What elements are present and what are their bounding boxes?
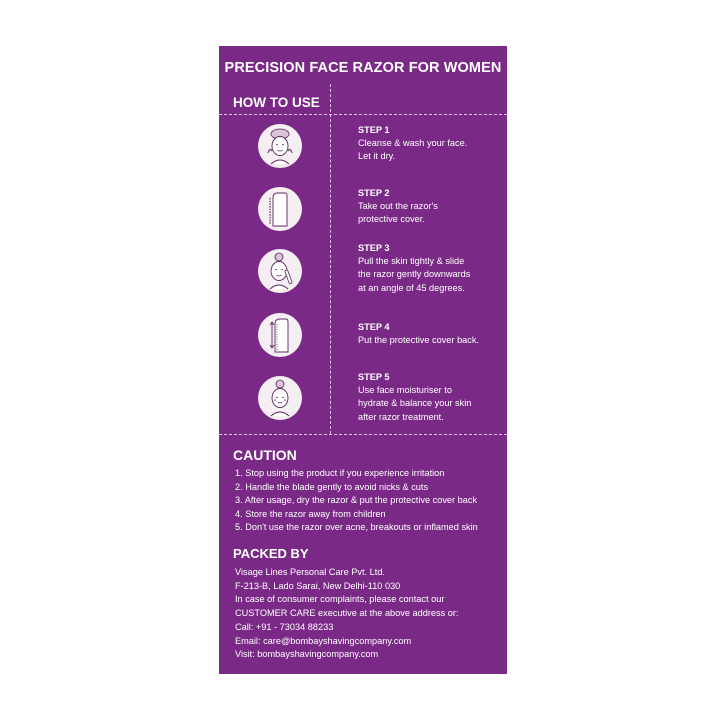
contact-phone: Call: +91 - 73034 88233	[235, 621, 334, 632]
divider	[219, 114, 507, 115]
step-5	[358, 371, 503, 424]
step-4	[358, 321, 503, 347]
razor-cover-icon	[257, 312, 303, 358]
packer-company: Visage Lines Personal Care Pvt. Ltd.	[235, 567, 385, 577]
divider	[219, 434, 507, 435]
list-item: 3. After usage, dry the razor & put the protective cover back	[235, 495, 478, 505]
step-1	[358, 124, 503, 164]
step-2	[358, 187, 503, 227]
step-label: STEP 1	[358, 125, 390, 135]
contact-website: Visit: bombayshavingcompany.com	[235, 649, 379, 660]
complaint-note: CUSTOMER CARE executive at the above address or:	[235, 608, 459, 619]
caution-list	[235, 467, 503, 535]
step-label: STEP 4	[358, 322, 390, 332]
product-instruction-panel	[219, 46, 507, 674]
step-text: Cleanse & wash your face. Let it dry.	[358, 138, 468, 162]
step-text: Put the protective cover back.	[358, 335, 480, 346]
product-title: PRECISION FACE RAZOR FOR WOMEN	[224, 60, 502, 76]
face-moisturise-icon	[257, 375, 303, 421]
packer-details	[235, 566, 503, 662]
packed-by-heading: PACKED BY	[233, 546, 309, 561]
face-shave-icon	[257, 248, 303, 294]
list-item: 1. Stop using the product if you experience irritation	[235, 468, 445, 478]
packer-address: F-213-B, Lado Sarai, New Delhi-110 030	[235, 580, 401, 591]
step-text: Use face moisturiser to hydrate & balance your skin after razor treatment.	[358, 385, 472, 422]
step-text: Take out the razor's protective cover.	[358, 201, 438, 225]
step-3	[358, 242, 503, 295]
step-label: STEP 3	[358, 243, 390, 253]
step-label: STEP 2	[358, 188, 390, 198]
razor-uncovered-icon	[257, 186, 303, 232]
complaint-note: In case of consumer complaints, please contact our	[235, 594, 445, 605]
divider	[330, 84, 331, 434]
face-wash-icon	[257, 123, 303, 169]
how-to-use-heading: HOW TO USE	[233, 95, 320, 110]
contact-email: Email: care@bombayshavingcompany.com	[235, 635, 412, 646]
list-item: 4. Store the razor away from children	[235, 508, 386, 519]
list-item: 2. Handle the blade gently to avoid nicks & cuts	[235, 481, 429, 492]
list-item: 5. Don't use the razor over acne, breakouts or inflamed skin	[235, 522, 478, 532]
step-text: Pull the skin tightly & slide the razor gently downwards at an angle of 45 degrees.	[358, 256, 471, 293]
step-label: STEP 5	[358, 372, 390, 382]
caution-heading: CAUTION	[233, 447, 297, 463]
